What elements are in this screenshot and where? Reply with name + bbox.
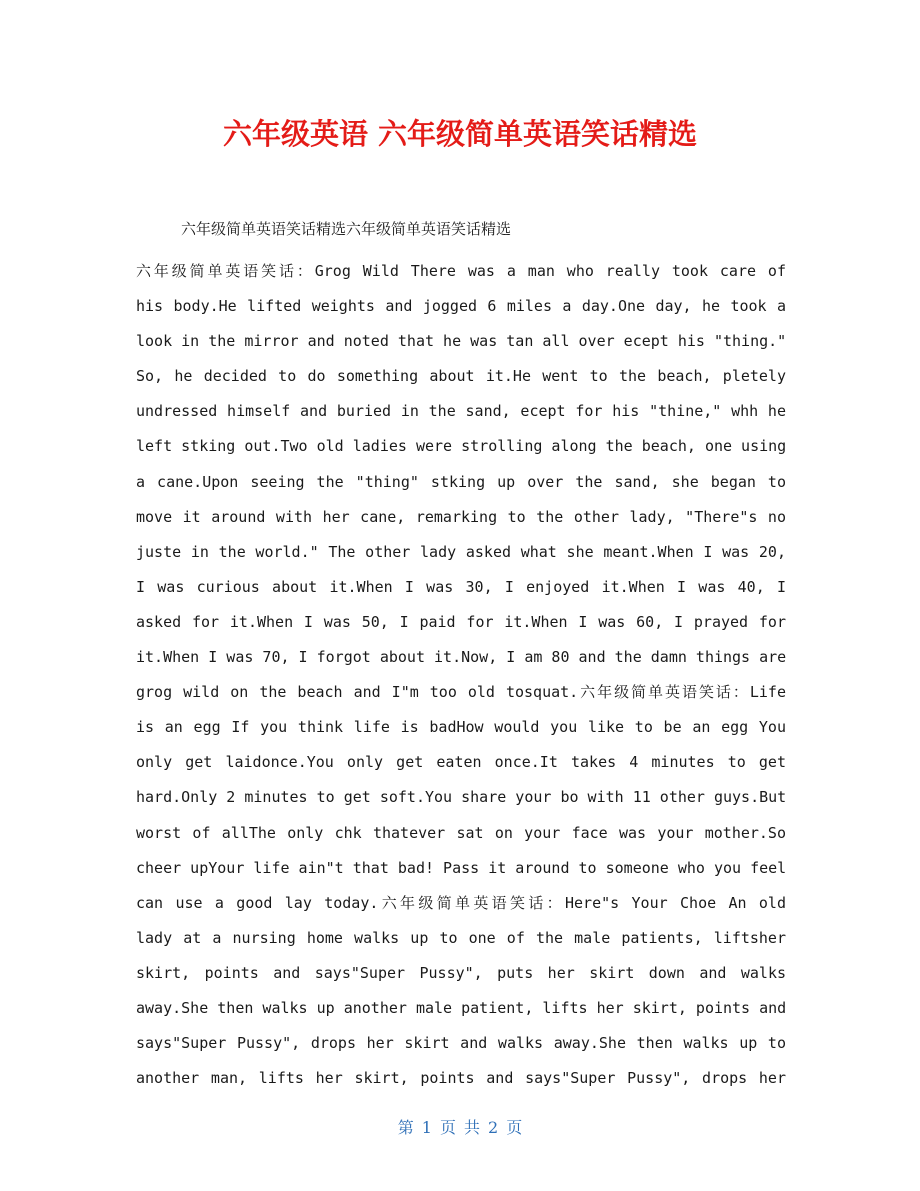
- text-line: 六年级简单英语笑话：Grog Wild There was a man who really took care of: [136, 262, 786, 280]
- document-title: 六年级英语 六年级简单英语笑话精选: [222, 117, 698, 151]
- text-line: grog wild on the beach and I"m too old tosquat.六年级简单英语笑话：Life: [136, 683, 786, 702]
- text-line: is an egg If you think life is badHow would you like to be an egg You: [136, 718, 786, 737]
- text-line: it.When I was 70, I forgot about it.Now, I am 80 and the damn things are: [136, 648, 787, 667]
- text-line: hard.Only 2 minutes to get soft.You share your bo with 11 other guys.But: [136, 788, 787, 807]
- text-line: left stking out.Two old ladies were strolling along the beach, one using: [136, 437, 787, 456]
- text-line: away.She then walks up another male patient, lifts her skirt, points and: [136, 998, 787, 1017]
- footer-prefix: 第: [397, 1118, 414, 1137]
- text-line: only get laidonce.You only get eaten once.It takes 4 minutes to get: [136, 753, 786, 772]
- document-subtitle: 六年级简单英语笑话精选六年级简单英语笑话精选: [181, 220, 512, 238]
- current-page-number: 1: [421, 1118, 432, 1137]
- text-line: look in the mirror and noted that he was tan all over ecept his "thing.": [136, 332, 787, 351]
- page-footer: [0, 1115, 920, 1138]
- text-line: move it around with her cane, remarking to the other lady, "There"s no: [136, 507, 786, 526]
- text-line: worst of allThe only chk thatever sat on your face was your mother.So: [136, 823, 786, 842]
- text-line: says"Super Pussy", drops her skirt and walks away.She then walks up to: [136, 1034, 786, 1053]
- text-line: cheer upYour life ain"t that bad! Pass it around to someone who you feel: [136, 858, 787, 877]
- text-line: skirt, points and says"Super Pussy", puts her skirt down and walks: [136, 963, 786, 982]
- footer-page-label: 页: [439, 1118, 456, 1137]
- footer-total-label: 共: [464, 1118, 481, 1137]
- text-line: undressed himself and buried in the sand, ecept for his "thine," whh he: [136, 402, 786, 421]
- total-pages-number: 2: [488, 1118, 499, 1137]
- text-line: lady at a nursing home walks up to one of the male patients, liftsher: [136, 928, 786, 947]
- text-line: his body.He lifted weights and jogged 6 miles a day.One day, he took a: [136, 297, 786, 316]
- text-line: asked for it.When I was 50, I paid for it.When I was 60, I prayed for: [136, 612, 786, 631]
- text-line: I was curious about it.When I was 30, I enjoyed it.When I was 40, I: [136, 577, 786, 596]
- text-line: a cane.Upon seeing the "thing" stking up over the sand, she began to: [136, 472, 786, 491]
- text-line: another man, lifts her skirt, points and says"Super Pussy", drops her: [136, 1069, 786, 1088]
- text-line: So, he decided to do something about it.He went to the beach, pletely: [136, 367, 786, 386]
- footer-page-end-label: 页: [506, 1118, 523, 1137]
- body-text: [136, 254, 786, 1096]
- text-line: can use a good lay today.六年级简单英语笑话：Here"s Your Choe An old: [136, 893, 786, 912]
- text-line: juste in the world." The other lady asked what she meant.When I was 20,: [136, 542, 786, 561]
